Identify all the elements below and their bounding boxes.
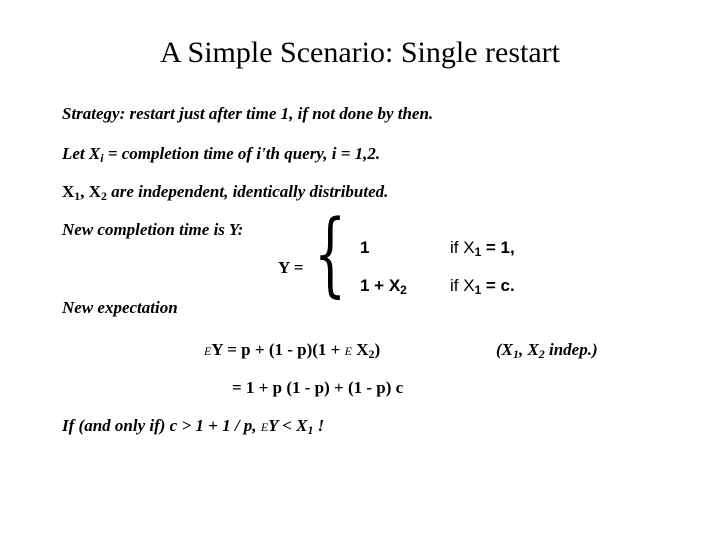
new-completion-time-line: New completion time is Y: bbox=[62, 220, 244, 239]
iid-line: $X_1$, $X_2$ are independent, identically distributed. bbox=[62, 182, 389, 203]
conclusion-line: If (and only if) c > 1 + 1 / p, EY < $X_1$ ! bbox=[62, 416, 325, 437]
case2-condition: if $X_1 = c$. bbox=[450, 276, 515, 297]
strategy-line: Strategy: restart just after time 1, if not done by then. bbox=[62, 104, 434, 123]
independence-note: ($X_1$, $X_2$ indep.) bbox=[496, 340, 598, 361]
case1-condition: if $X_1 = 1$, bbox=[450, 238, 515, 259]
expectation-equation-1: EY = p + (1 - p)(1 + E $X_2$) bbox=[204, 340, 381, 361]
slide-title: A Simple Scenario: Single restart bbox=[160, 36, 560, 69]
case1-value: 1 bbox=[360, 238, 370, 257]
definition-line: Let $X_i$ = completion time of i'th query, i = 1,2. bbox=[62, 144, 381, 165]
new-expectation-label: New expectation bbox=[62, 298, 178, 317]
expectation-equation-2: = 1 + p (1 - p) + (1 - p) c bbox=[232, 378, 404, 397]
y-equals: Y = bbox=[278, 258, 304, 277]
case2-value: $1 + X_2$ bbox=[360, 276, 407, 297]
left-brace-icon: { bbox=[314, 200, 347, 307]
